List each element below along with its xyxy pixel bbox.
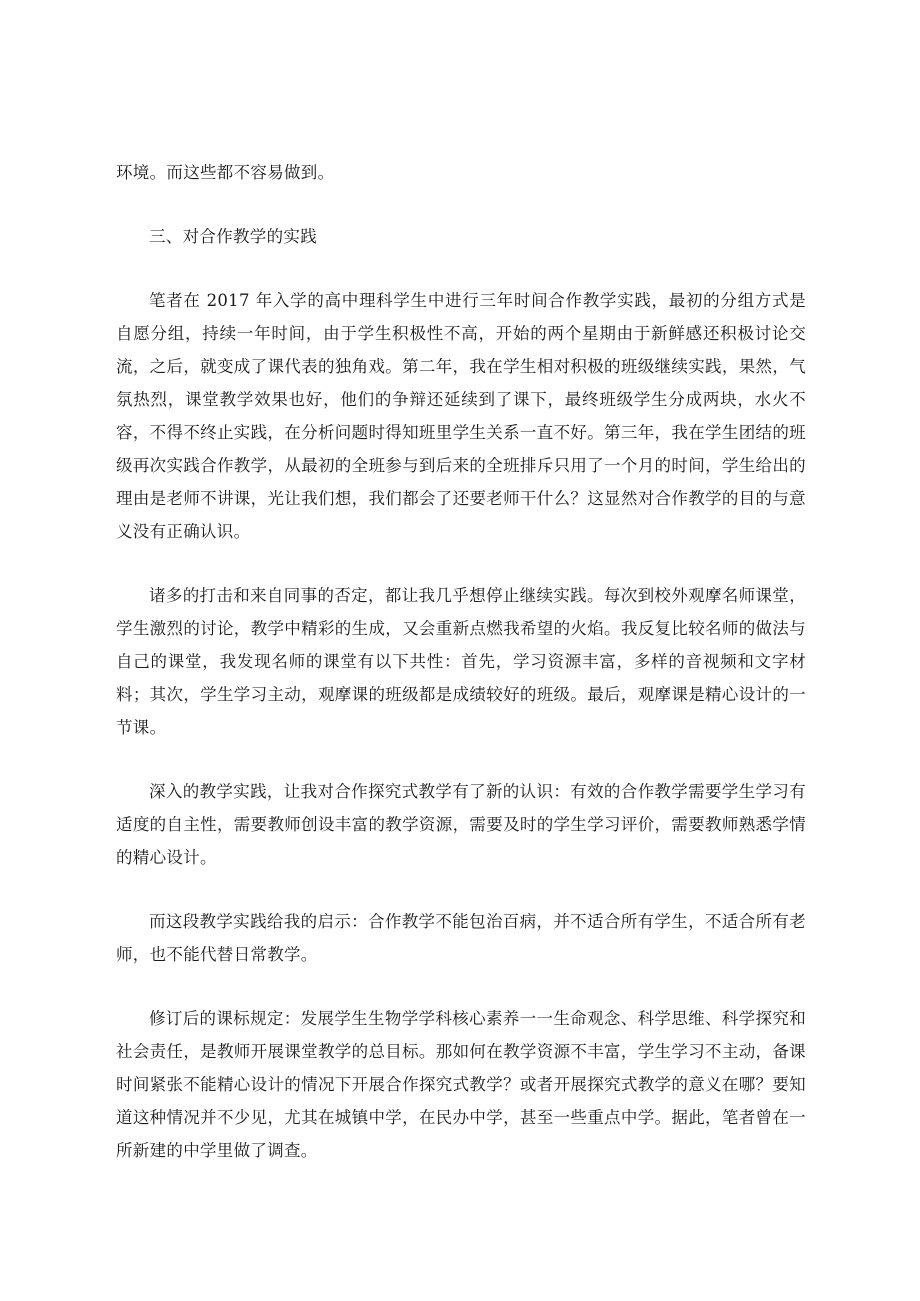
paragraph-continuation: 环境。而这些都不容易做到。 xyxy=(116,163,335,182)
paragraph: 而这段教学实践给我的启示：合作教学不能包治百病，并不适合所有学生，不适合所有老师，也不能代替日常教学。 xyxy=(116,912,806,964)
paragraph: 修订后的课标规定：发展学生生物学学科核心素养一一生命观念、科学思维、科学探究和社会责任，是教师开展课堂教学的总目标。那如何在教学资源不丰富，学生学习不主动，备课时间紧张不能精心设计的情况下开展合作探究式教学？或者开展探究式教学的意义在哪？要知道这种情况并不少见，尤其在城镇中学，在民办中学，甚至一些重点中学。据此，笔者曾在一所新建的中学里做了调查。 xyxy=(116,1009,806,1160)
paragraph: 诸多的打击和来自同事的否定，都让我几乎想停止继续实践。每次到校外观摩名师课堂，学生激烈的讨论，教学中精彩的生成，又会重新点燃我希望的火焰。我反复比较名师的做法与自己的课堂，我发现名师的课堂有以下共性：首先，学习资源丰富，多样的音视频和文字材料；其次，学生学习主动，观摩课的班级都是成绩较好的班级。最后，观摩课是精心设计的一节课。 xyxy=(116,586,806,737)
paragraph: 深入的教学实践，让我对合作探究式教学有了新的认识：有效的合作教学需要学生学习有适度的自主性，需要教师创设丰富的教学资源，需要及时的学生学习评价，需要教师熟悉学情的精心设计。 xyxy=(116,782,806,867)
section-heading: 三、对合作教学的实践 xyxy=(149,227,317,246)
document-body xyxy=(116,156,806,1198)
paragraph: 笔者在 2017 年入学的高中理科学生中进行三年时间合作教学实践，最初的分组方式是自愿分组，持续一年时间，由于学生积极性不高，开始的两个星期由于新鲜感还积极讨论交流，之后，就变成了课代表的独角戏。第二年，我在学生相对积极的班级继续实践，果然，气氛热烈，课堂教学效果也好，他们的争辩还延续到了课下，最终班级学生分成两块，水火不容，不得不终止实践，在分析问题时得知班里学生关系一直不好。第三年，我在学生团结的班级再次实践合作教学，从最初的全班参与到后来的全班排斥只用了一个月的时间，学生给出的理由是老师不讲课，光让我们想，我们都会了还要老师干什么？这显然对合作教学的目的与意义没有正确认识。 xyxy=(116,291,806,541)
